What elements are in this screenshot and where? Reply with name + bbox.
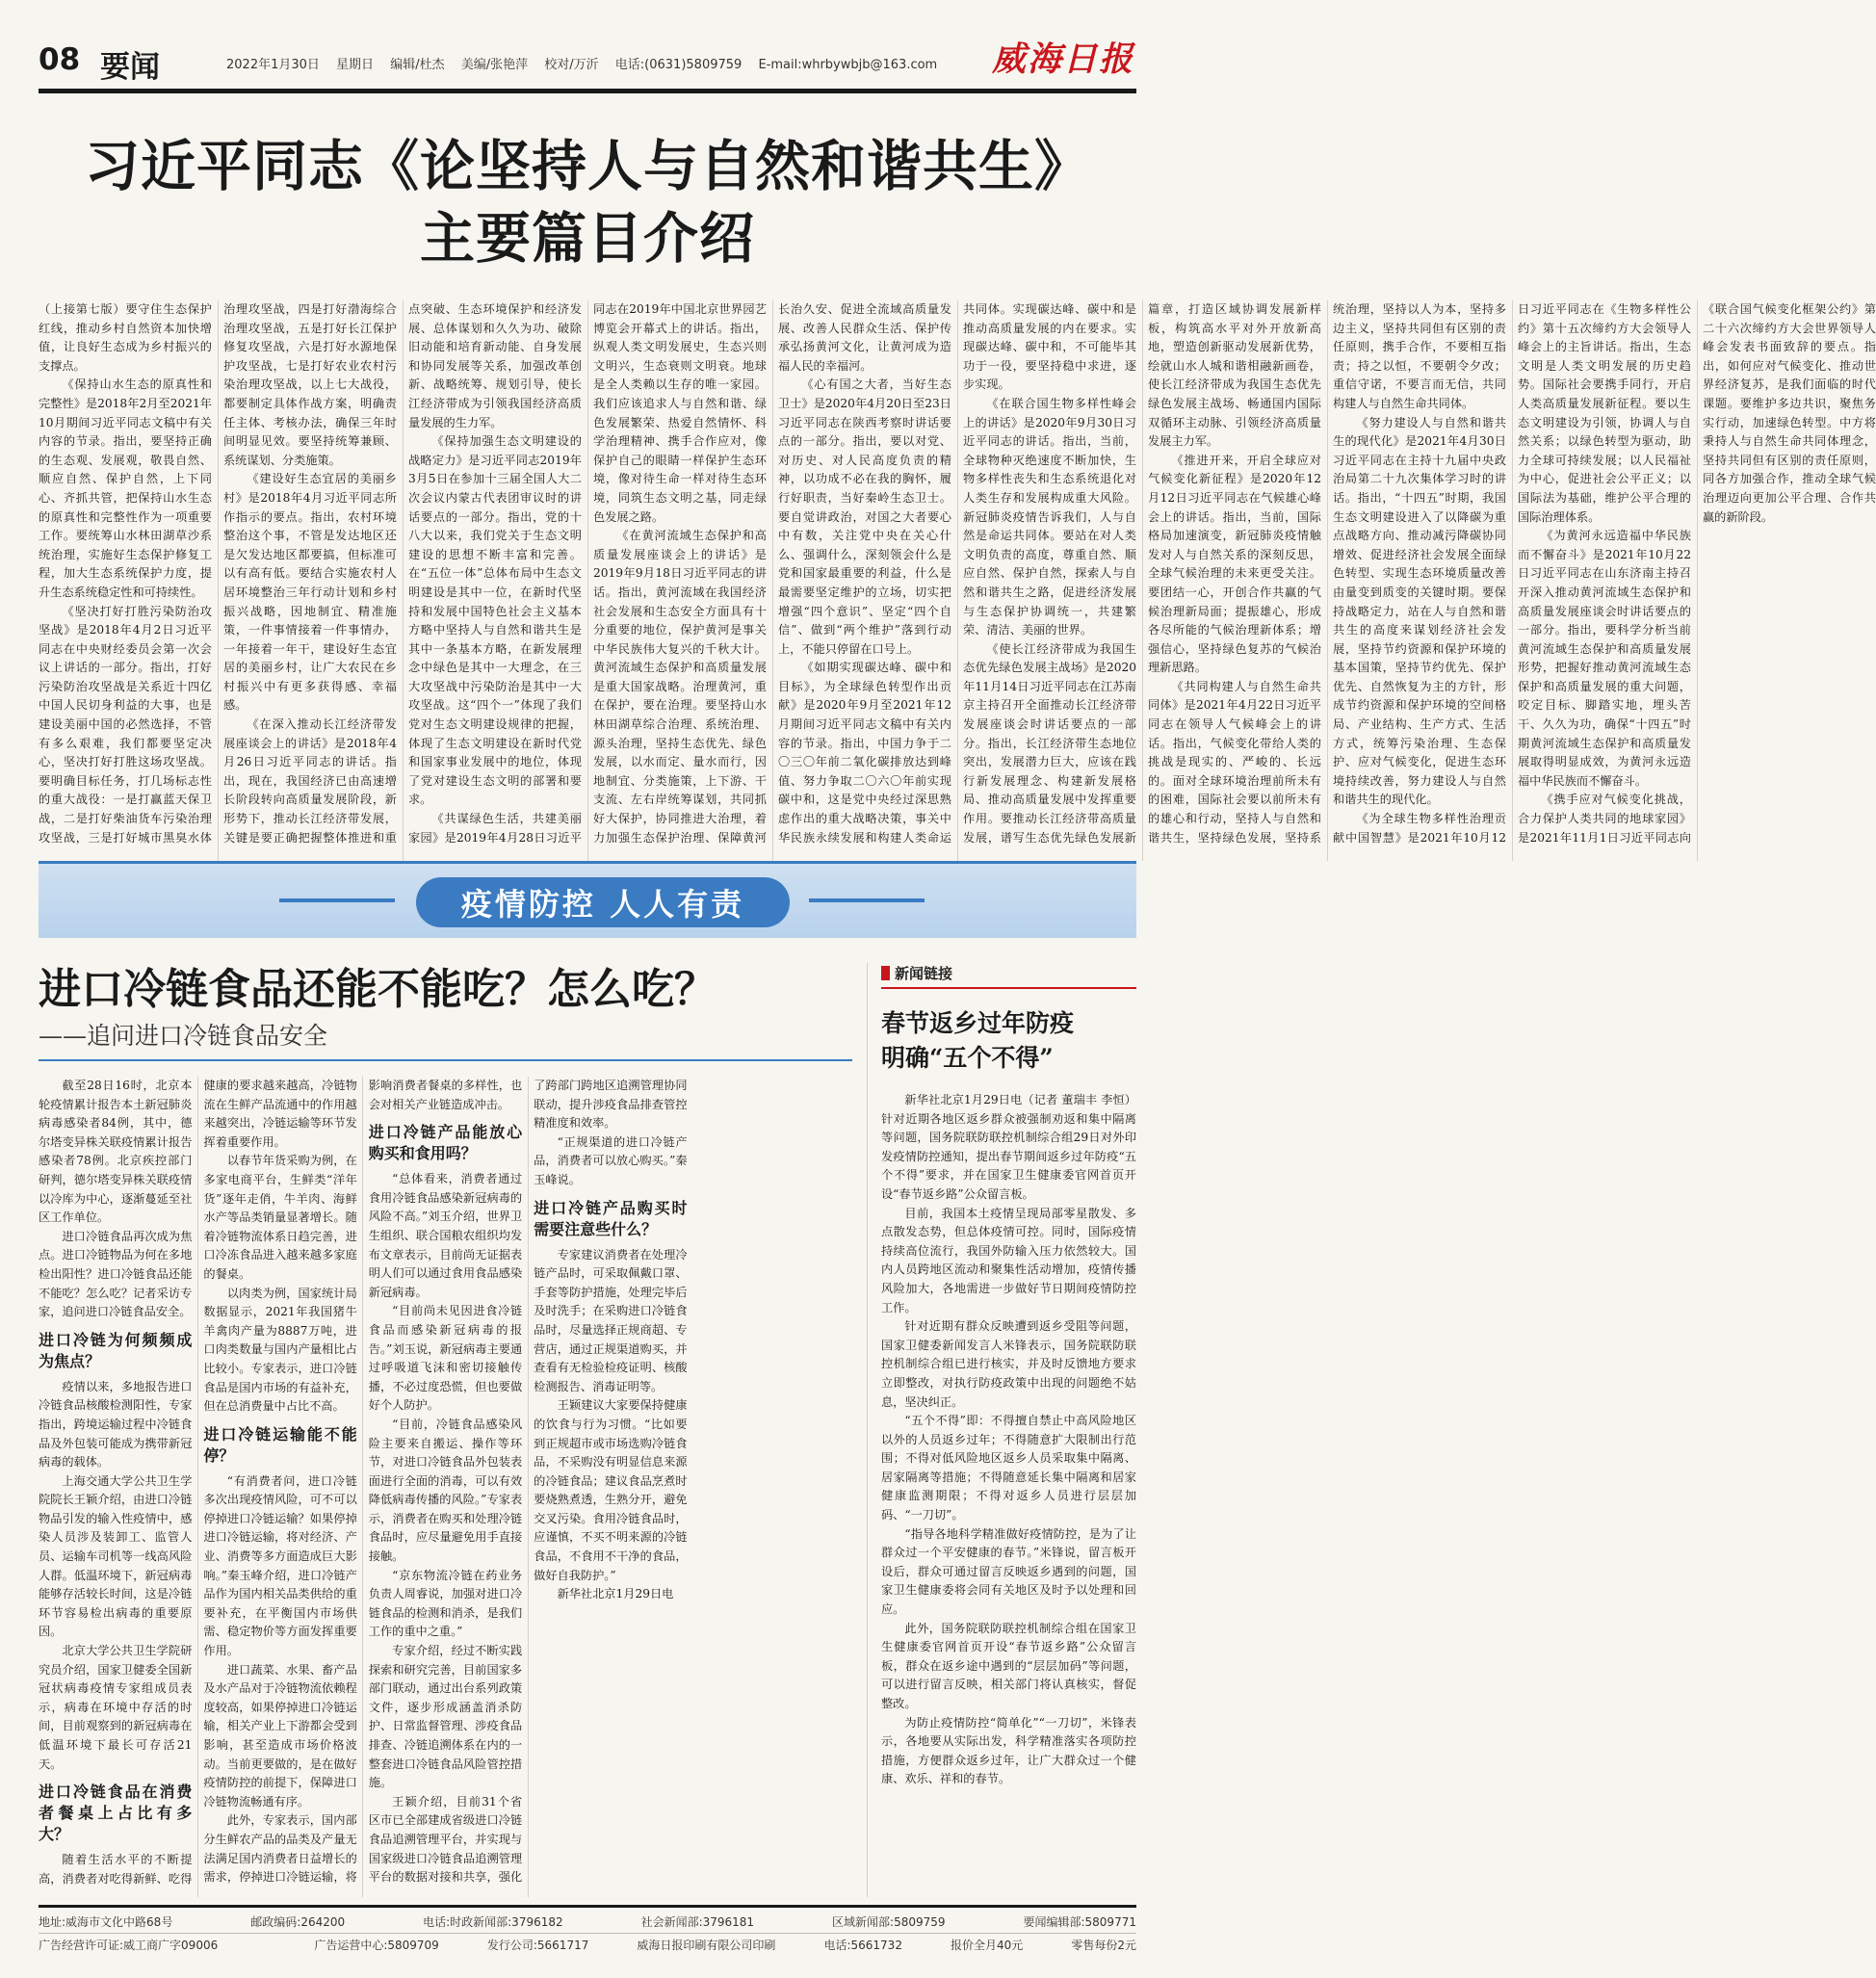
- story-paragraph: 王颖介绍，目前31个省区市已全部建成省级进口冷链食品追溯管理平台，并实现与国家级进口冷链食品追溯管理平台的数据对接和共享，强化了跨部门跨地区追溯管理协同联动，提升涉疫食品排查管控精准度和效率。: [368, 1079, 688, 1885]
- article-paragraph: 《推进开来，开启全球应对气候变化新征程》是2020年12月12日习近平同志在气候雄心峰会上的讲话。指出，当前，国际格局加速演变，新冠肺炎疫情触发对人与自然关系的深刻反思，全球气候治理的未来更受关注。要团结一心，开创合作共赢的气候治理新局面；提振雄心，形成各尽所能的气候治理新体系；增强信心，坚持绿色复苏的气候治理新思路。: [1148, 453, 1321, 675]
- headline-line-2: 主要篇目介绍: [420, 206, 755, 271]
- sidebar-paragraph: “指导各地科学精准做好疫情防控，是为了让群众过一个平安健康的春节。”米锋说，留言板开设后，群众可通过留言反映返乡遇到的问题，国家卫生健康委将会同有关地区及时予以处理和回应。: [881, 1526, 1136, 1617]
- footer-item: 邮政编码:264200: [250, 1915, 346, 1929]
- news-link-sidebar: [867, 963, 1136, 1897]
- sidebar-title-line-1: 春节返乡过年防疫: [881, 1009, 1075, 1037]
- article-paragraph: 《携手应对气候变化挑战，合力保护人类共同的地球家园》是2021年11月1日习近平同志向《联合国气候变化框架公约》第二十六次缔约方大会世界领导人峰会发表书面致辞的要点。指出，如何应对气候变化、推动世界经济复苏，是我们面临的时代课题。要维护多边共识，聚焦务实行动，加速绿色转型。中方将秉持人与自然生命共同体理念，坚持共同但有区别的责任原则，同各方加强合作，推动全球气候治理迈向更加公平合理、合作共赢的新阶段。: [1518, 302, 1876, 845]
- article-paragraph: 《建设好生态宜居的美丽乡村》是2018年4月习近平同志所作指示的要点。指出，农村环境整治这个事，不管是发达地区还是欠发达地区都要搞，但标准可以有高有低。要结合实施农村人居环境整治三年行动计划和乡村振兴战略，因地制宜、精准施策，一件事情接着一件事情办，一年接着一年干，建设好生态宜居的美丽乡村，让广大农民在乡村振兴中有更多获得感、幸福感。: [223, 472, 397, 713]
- banner-deco-left: [279, 898, 395, 902]
- article-paragraph: 《努力建设人与自然和谐共生的现代化》是2021年4月30日习近平同志在主持十九届中央政治局第二十九次集体学习时的讲话。指出，“十四五”时期，我国生态文明建设进入了以降碳为重点战略方向、推动减污降碳协同增效、促进经济社会发展全面绿色转型、实现生态环境质量改善由量变到质变的关键时期。要保持战略定力，站在人与自然和谐共生的高度来谋划经济社会发展，坚持节约资源和保护环境的基本国策，坚持节约优先、保护优先、自然恢复为主的方针，形成节约资源和保护环境的空间格局、产业结构、生产方式、生活方式，统筹污染治理、生态保护、应对气候变化，促进生态环境持续改善，努力建设人与自然和谐共生的现代化。: [1333, 415, 1506, 807]
- footer-divider: [39, 1933, 1136, 1934]
- sidebar-paragraph: 新华社北京1月29日电（记者 董瑞丰 李恒）针对近期各地区返乡群众被强制劝返和集中隔离等问题，国务院联防联控机制综合组29日对外印发疫情防控通知，提出春节期间返乡过年防疫“五个不得”要求，并在国家卫生健康委官网首页开设“春节返乡路”公众留言板。: [881, 1093, 1136, 1201]
- sidebar-paragraph: 针对近期有群众反映遭到返乡受阻等问题，国家卫健委新闻发言人米锋表示，国务院联防联控机制综合组已进行核实，并及时反馈地方要求立即整改，对执行防疫政策中出现的问题绝不姑息，坚决纠正。: [881, 1319, 1136, 1409]
- proofreader: 校对/万沂: [544, 58, 599, 72]
- article-paragraph: （上接第七版）要守住生态保护红线，推动乡村自然资本加快增值，让良好生态成为乡村振兴的支撑点。: [39, 302, 212, 373]
- sidebar-title-line-2: 明确“五个不得”: [881, 1044, 1054, 1072]
- footer-item: 广告经营许可证:威工商广字09006: [39, 1939, 219, 1952]
- article-paragraph: 《为全球生物多样性治理贡献中国智慧》是2021年10月12日习近平同志在《生物多样性公约》第十五次缔约方大会领导人峰会上的主旨讲话。指出，生态文明是人类文明发展的历史趋势。国际社会要携手同行，开启人类高质量发展新征程。要以生态文明建设为引领，协调人与自然关系；以绿色转型为驱动，助力全球可持续发展；以人民福祉为中心，促进社会公平正义；以国际法为基础，维护公平合理的国际治理体系。: [1333, 302, 1691, 845]
- issue-date: 2022年1月30日: [226, 58, 320, 72]
- story-paragraph: 进口蔬菜、水果、畜产品及水产品对于冷链物流依赖程度较高，如果停掉进口冷链运输，相关产业上下游都会受到影响，甚至造成市场价格波动。当前更要做的，是在做好疫情防控的前提下，保障进口冷链物流畅通有序。: [203, 1662, 357, 1809]
- story-paragraph: “总体看来，消费者通过食用冷链食品感染新冠病毒的风险不高。”刘玉介绍，世界卫生组织、联合国粮农组织均发布文章表示，目前尚无证据表明人们可以通过食用食品感染新冠病毒。: [368, 1172, 523, 1299]
- phone: 电话:(0631)5809759: [614, 58, 743, 72]
- footer-item: 社会新闻部:3796181: [640, 1915, 755, 1929]
- editor: 编辑/杜杰: [390, 58, 445, 72]
- story-paragraph: “目前尚未见因进食冷链食品而感染新冠病毒的报告。”刘玉说，新冠病毒主要通过呼吸道飞沫和密切接触传播，不必过度恐慌，但也要做好个人防护。: [368, 1304, 523, 1413]
- article-paragraph: 《保持加强生态文明建设的战略定力》是习近平同志2019年3月5日在参加十三届全国人大二次会议内蒙古代表团审议时的讲话要点的一部分。指出，党的十八大以来，我们党关于生态文明建设的思想不断丰富和完善。在“五位一体”总体布局中生态文明建设是其中一位，在新时代坚持和发展中国特色社会主义基本方略中坚持人与自然和谐共生是其中一条基本方略，在新发展理念中绿色是其中一大理念，在三大攻坚战中污染防治是其中一大攻坚战。这“四个一”体现了我们党对生态文明建设规律的把握，体现了生态文明建设在新时代党和国家事业发展中的地位，体现了党对建设生态文明的部署和要求。: [408, 434, 582, 807]
- headline-line-1: 习近平同志《论坚持人与自然和谐共生》: [85, 134, 1090, 198]
- page-footer: [39, 1905, 1136, 1965]
- article-paragraph: 《为黄河永远造福中华民族而不懈奋斗》是2021年10月22日习近平同志在山东济南主持召开深入推动黄河流域生态保护和高质量发展座谈会时讲话要点的一部分。指出，要科学分析当前黄河流域生态保护和高质量发展形势，把握好推动黄河流域生态保护和高质量发展的重大问题，咬定目标、脚踏实地，埋头苦干、久久为功，确保“十四五”时期黄河流域生态保护和高质量发展取得明显成效，为黄河永远造福中华民族而不懈奋斗。: [1518, 529, 1691, 788]
- story-paragraph: 疫情以来，多地报告进口冷链食品核酸检测阳性，专家指出，跨境运输过程中冷链食品及外包装可能成为携带新冠病毒的载体。: [39, 1379, 193, 1470]
- article-paragraph: 《在深入推动长江经济带发展座谈会上的讲话》是2018年4月26日习近平同志的讲话。指出，现在，我国经济已由高速增长阶段转向高质量发展阶段，新形势下，推动长江经济带发展，关键是要正确把握整体推进和重点突破、生态环境保护和经济发展、总体谋划和久久为功、破除旧动能和培育新动能、自身发展和协同发展等关系，加强改革创新、战略统筹、规划引导，使长江经济带成为引领我国经济高质量发展的生力军。: [223, 302, 582, 845]
- story-paragraph: 随着生活水平的不断提高，消费者对吃得新鲜、吃得健康的要求越来越高，冷链物流在生鲜产品流通中的作用越来越突出，冷链运输等环节发挥着重要作用。: [39, 1079, 357, 1886]
- story-body: [39, 1077, 852, 1897]
- footer-item: 地址:威海市文化中路68号: [39, 1915, 173, 1929]
- footer-item: 威海日报印刷有限公司印刷: [637, 1939, 776, 1952]
- sidebar-paragraph: 此外，国务院联防联控机制综合组在国家卫生健康委官网首页开设“春节返乡路”公众留言板，群众在返乡途中遇到的“层层加码”等问题，可以进行留言反映，相关部门将认真核实，督促整改。: [881, 1621, 1136, 1710]
- sidebar-paragraph: “五个不得”即：不得擅自禁止中高风险地区以外的人员返乡过年；不得随意扩大限制出行范围；不得对低风险地区返乡人员采取集中隔离、居家隔离等措施；不得随意延长集中隔离和居家健康监测期限；不得对返乡人员进行层层加码、“一刀切”。: [881, 1414, 1136, 1523]
- story-paragraph: 上海交通大学公共卫生学院院长王颖介绍，由进口冷链物品引发的输入性疫情中，感染人员涉及装卸工、监管人员、运输车司机等一线高风险人群。低温环境下，新冠病毒能够存活较长时间，这是冷链环节容易检出病毒的重要原因。: [39, 1473, 193, 1639]
- weekday: 星期日: [336, 58, 375, 72]
- banner-label: 疫情防控 人人有责: [416, 877, 790, 927]
- article-body: [39, 300, 1876, 861]
- article-paragraph: 《如期实现碳达峰、碳中和目标》，为全球绿色转型作出贡献》是2020年9月至2021年12月期间习近平同志文稿中有关内容的节录。指出，中国力争于二〇三〇年前二氧化碳排放达到峰值、努力争取二〇六〇年前实现碳中和，这是党中央经过深思熟虑作出的重大战略决策，事关中华民族永续发展和构建人类命运共同体。实现碳达峰、碳中和是推动高质量发展的内在要求。实现碳达峰、碳中和，不可能毕其功于一役，要坚持稳中求进，逐步实现。: [778, 302, 1136, 845]
- footer-item: 发行公司:5661717: [486, 1939, 589, 1952]
- sidebar-tag-label: 新闻链接: [895, 965, 953, 982]
- footer-item: 报价全月40元: [951, 1939, 1024, 1952]
- article-paragraph: 《共同构建人与自然生命共同体》是2021年4月22日习近平同志在领导人气候峰会上的讲话。指出，气候变化带给人类的挑战是现实的、严峻的、长远的。面对全球环境治理前所未有的困难，国际社会要以前所未有的雄心和行动，坚持人与自然和谐共生，坚持绿色发展，坚持系统治理，坚持以人为本，坚持多边主义，坚持共同但有区别的责任原则，携手合作，不要相互指责；持之以恒，不要朝令夕改；重信守诺，不要言而无信，共同构建人与自然生命共同体。: [1148, 302, 1506, 845]
- footer-item: 广告运营中心:5809709: [314, 1939, 439, 1952]
- story-subheading: 进口冷链产品能放心购买和食用吗？: [368, 1123, 523, 1163]
- sidebar-body: [881, 1091, 1136, 1910]
- article-paragraph: 《在黄河流域生态保护和高质量发展座谈会上的讲话》是2019年9月18日习近平同志的讲话。指出，黄河流域在我国经济社会发展和生态安全方面具有十分重要的地位，保护黄河是事关中华民族伟大复兴的千秋大计。黄河流域生态保护和高质量发展是重大国家战略。治理黄河，重在保护，要在治理。要坚持山水林田湖草综合治理、系统治理、源头治理，坚持生态优先、绿色发展，以水而定、量水而行，因地制宜、分类施策，上下游、干支流、左右岸统筹谋划，共同抓好大保护，协同推进大治理，着力加强生态保护治理、保障黄河长治久安、促进全流域高质量发展、改善人民群众生活、保护传承弘扬黄河文化，让黄河成为造福人民的幸福河。: [593, 302, 951, 845]
- section-name: 要闻: [100, 50, 160, 85]
- article-paragraph: 《保持山水生态的原真性和完整性》是2018年2月至2021年10月期间习近平同志文稿中有关内容的节录。指出，要坚持正确的生态观、发展观，敬畏自然、顺应自然、保护自然，上下同心、齐抓共管，把保持山水生态的原真性和完整性作为一项重要工作。要统筹山水林田湖草沙系统治理，实施好生态保护修复工程，加大生态系统保护力度，提升生态系统稳定性和可持续性。: [39, 377, 212, 599]
- footer-item: 要闻编辑部:5809771: [1023, 1915, 1136, 1929]
- tag-marker-icon: [881, 966, 890, 980]
- footer-item: 零售每份2元: [1071, 1939, 1136, 1952]
- email: E-mail:whrbywbjb@163.com: [758, 58, 938, 72]
- article-paragraph: 《心有国之大者，当好生态卫士》是2020年4月20日至23日习近平同志在陕西考察时讲话要点的一部分。指出，要以对党、对历史、对人民高度负责的精神，以功成不必在我的胸怀，履行好职责，当好秦岭生态卫士。要自觉讲政治，对国之大者要心中有数，关注党中央在关心什么、强调什么，深刻领会什么是党和国家最重要的利益，什么是最需要坚定维护的立场，切实把增强“四个意识”、坚定“四个自信”、做到“两个维护”落到行动上，不能只停留在口号上。: [778, 377, 951, 656]
- story-rule: [39, 1059, 852, 1061]
- footer-item: 电话:时政新闻部:3796182: [423, 1915, 563, 1929]
- story-paragraph: 北京大学公共卫生学院研究员介绍，国家卫健委全国新冠状病毒疫情专家组成员表示，病毒在环境中存活的时间，目前观察到的新冠病毒在低温环境下最长可存活21天。: [39, 1644, 193, 1771]
- story-paragraph: “京东物流冷链在药业务负责人周睿说，加强对进口冷链食品的检测和消杀，是我们工作的重中之重。”: [368, 1568, 523, 1639]
- sidebar-tag: [881, 963, 1136, 983]
- footer-item: 区域新闻部:5809759: [832, 1915, 946, 1929]
- story-paragraph: 进口冷链食品再次成为焦点。进口冷链物品为何在多地检出阳性？进口冷链食品还能不能吃？怎么吃？记者采访专家，追问进口冷链食品安全。: [39, 1229, 193, 1319]
- story-paragraph: “有消费者问，进口冷链多次出现疫情风险，可不可以停掉进口冷链运输？如果停掉进口冷链运输，将对经济、产业、消费等多方面造成巨大影响。”秦玉峰介绍，进口冷链产品作为国内相关品类供给的重要补充，在平衡国内市场供需、稳定物价等方面发挥重要作用。: [203, 1473, 357, 1658]
- masthead: [39, 17, 1136, 85]
- article-paragraph: 《共谋绿色生活，共建美丽家园》是2019年4月28日习近平同志在2019年中国北京世界园艺博览会开幕式上的讲话。指出，纵观人类文明发展史，生态兴则文明兴，生态衰则文明衰。地球是全人类赖以生存的唯一家园。我们应该追求人与自然和谐、绿色发展繁荣、热爱自然情怀、科学治理精神、携手合作应对，像保护自己的眼睛一样保护生态环境，像对待生命一样对待生态环境，同筑生态文明之基，同走绿色发展之路。: [408, 302, 767, 845]
- sidebar-paragraph: 为防止疫情防控“简单化”“一刀切”，米锋表示，各地要从实际出发，科学精准落实各项防控措施，方便群众返乡过年，让广大群众过一个健康、欢乐、祥和的春节。: [881, 1715, 1136, 1786]
- story-paragraph: 专家介绍，经过不断实践探索和研究完善，目前国家多部门联动，通过出台系列政策文件，逐步形成涵盖消杀防护、日常监督管理、涉疫食品排查、冷链追溯体系在内的一整套进口冷链食品风险管控措施。: [368, 1644, 523, 1790]
- section-banner: [39, 861, 1136, 938]
- story-paragraph: “正规渠道的进口冷链产品，消费者可以放心购买。”秦玉峰说。: [534, 1134, 688, 1186]
- article-paragraph: 《坚决打好打胜污染防治攻坚战》是2018年4月2日习近平同志在中央财经委员会第一次会议上讲话的一部分。指出，打好污染防治攻坚战是关系近十四亿中国人民切身利益的大事，也是建设美丽中国的必然选择，不管有多么艰难，我们都要坚定决心，坚决打好打胜这场攻坚战。要明确目标任务，打几场标志性的重大战役：一是打赢蓝天保卫战，二是打好柴油货车污染治理攻坚战，三是打好城市黑臭水体治理攻坚战，四是打好渤海综合治理攻坚战，五是打好长江保护修复攻坚战，六是打好水源地保护攻坚战，七是打好农业农村污染治理攻坚战，以上七大战役，都要制定具体作战方案，明确责任主体、考核办法，确保三年时间明显见效。要坚持统筹兼顾、系统谋划、分类施策。: [39, 302, 397, 845]
- main-headline: [39, 130, 1136, 274]
- story-title: 进口冷链食品还能不能吃？怎么吃？: [39, 965, 717, 1014]
- story-subtitle: ——追问进口冷链食品安全: [39, 1022, 328, 1050]
- sidebar-title: [881, 1006, 1136, 1076]
- article-paragraph: 《使长江经济带成为我国生态优先绿色发展主战场》是2020年11月14日习近平同志在江苏南京主持召开全面推动长江经济带发展座谈会时讲话要点的一部分。指出，长江经济带生态地位突出，发展潜力巨大，应该在践行新发展理念、构建新发展格局、推动高质量发展中发挥重要作用。要推动长江经济带高质量发展，谱写生态优先绿色发展新篇章，打造区域协调发展新样板，构筑高水平对外开放新高地，塑造创新驱动发展新优势，绘就山水人城和谐相融新画卷，使长江经济带成为我国生态优先绿色发展主战场、畅通国内国际双循环主动脉、引领经济高质量发展主力军。: [963, 302, 1321, 845]
- story-paragraph: 以春节年货采购为例，在多家电商平台，生鲜类“洋年货”逐年走俏，牛羊肉、海鲜水产等品类销量显著增长。随着冷链物流体系日趋完善，进口冷冻食品进入越来越多家庭的餐桌。: [203, 1154, 357, 1281]
- story-paragraph: “目前，冷链食品感染风险主要来自搬运、操作等环节，对进口冷链食品外包装表面进行全面的消毒，可以有效降低病毒传播的风险。”专家表示，消费者在购买和处理冷链食品时，应尽量避免用手直接接触。: [368, 1417, 523, 1564]
- sidebar-tag-rule: [881, 987, 1136, 989]
- masthead-meta: [226, 54, 950, 72]
- story-subheading: 进口冷链运输能不能停？: [203, 1424, 357, 1465]
- story-paragraph: 此外，专家表示，国内部分生鲜农产品的品类及产量无法满足国内消费者日益增长的需求，停掉进口冷链运输，将影响消费者餐桌的多样性，也会对相关产业链造成冲击。: [203, 1079, 523, 1885]
- footer-row-2: [39, 1937, 1136, 1953]
- story-subheading: 进口冷链为何频频成为焦点？: [39, 1330, 193, 1370]
- article-paragraph: 《在联合国生物多样性峰会上的讲话》是2020年9月30日习近平同志的讲话。指出，当前，全球物种灭绝速度不断加快，生物多样性丧失和生态系统退化对人类生存和发展构成重大风险。新冠肺炎疫情告诉我们，人与自然是命运共同体。要站在对人类文明负责的高度，尊重自然、顺应自然、保护自然，探索人与自然和谐共生之路，促进经济发展与生态保护协调统一，共建繁荣、清洁、美丽的世界。: [963, 396, 1136, 638]
- page-number: 08: [39, 42, 81, 77]
- story-subheading: 进口冷链产品购买时需要注意些什么？: [534, 1198, 688, 1238]
- footer-row-1: [39, 1913, 1136, 1930]
- story-paragraph: 以肉类为例，国家统计局数据显示，2021年我国猪牛羊禽肉产量为8887万吨，进口肉类数量与国内产量相比占比较小。专家表示，进口冷链食品是国内市场的有益补充，但在总消费量中占比不高。: [203, 1286, 357, 1414]
- newspaper-logo: 威海日报: [991, 39, 1134, 79]
- banner-deco-right: [809, 898, 925, 902]
- sidebar-paragraph: 目前，我国本土疫情呈现局部零星散发、多点散发态势，但总体疫情可控。同时，国际疫情持续高位流行，我国外防输入压力依然较大。国内人员跨地区流动和聚集性活动增加，疫情传播风险加大，各地需进一步做好节日期间疫情防控工作。: [881, 1206, 1136, 1314]
- story-paragraph: 截至28日16时，北京本轮疫情累计报告本土新冠肺炎病毒感染者84例，其中，德尔塔变异株关联疫情累计报告感染者78例。北京疾控部门研判，德尔塔变异株关联疫情以冷库为中心，逐渐蔓延至社区工作单位。: [39, 1079, 193, 1225]
- story-subheading: 进口冷链食品在消费者餐桌上占比有多大？: [39, 1783, 193, 1844]
- story-paragraph: 新华社北京1月29日电: [557, 1587, 674, 1601]
- designer: 美编/张艳萍: [460, 58, 529, 72]
- story-paragraph: 专家建议消费者在处理冷链产品时，可采取佩戴口罩、手套等防护措施，处理完毕后及时洗手；在采购进口冷链食品时，尽量选择正规商超、专营店，通过正规渠道购买，并查看有无检验检疫证明、核酸检测报告、消毒证明等。: [534, 1247, 688, 1393]
- footer-item: 电话:5661732: [823, 1939, 902, 1952]
- masthead-rule: [39, 89, 1136, 93]
- story-paragraph: 王颖建议大家要保持健康的饮食与行为习惯。“比如要到正规超市或市场选购冷链食品，不采购没有明显信息来源的冷链食品；建议食品烹煮时要烧熟煮透，生熟分开，避免交叉污染。食用冷链食品时，应谨慎，不买不明来源的冷链食品，不食用不干净的食品，做好自我防护。”: [534, 1398, 688, 1582]
